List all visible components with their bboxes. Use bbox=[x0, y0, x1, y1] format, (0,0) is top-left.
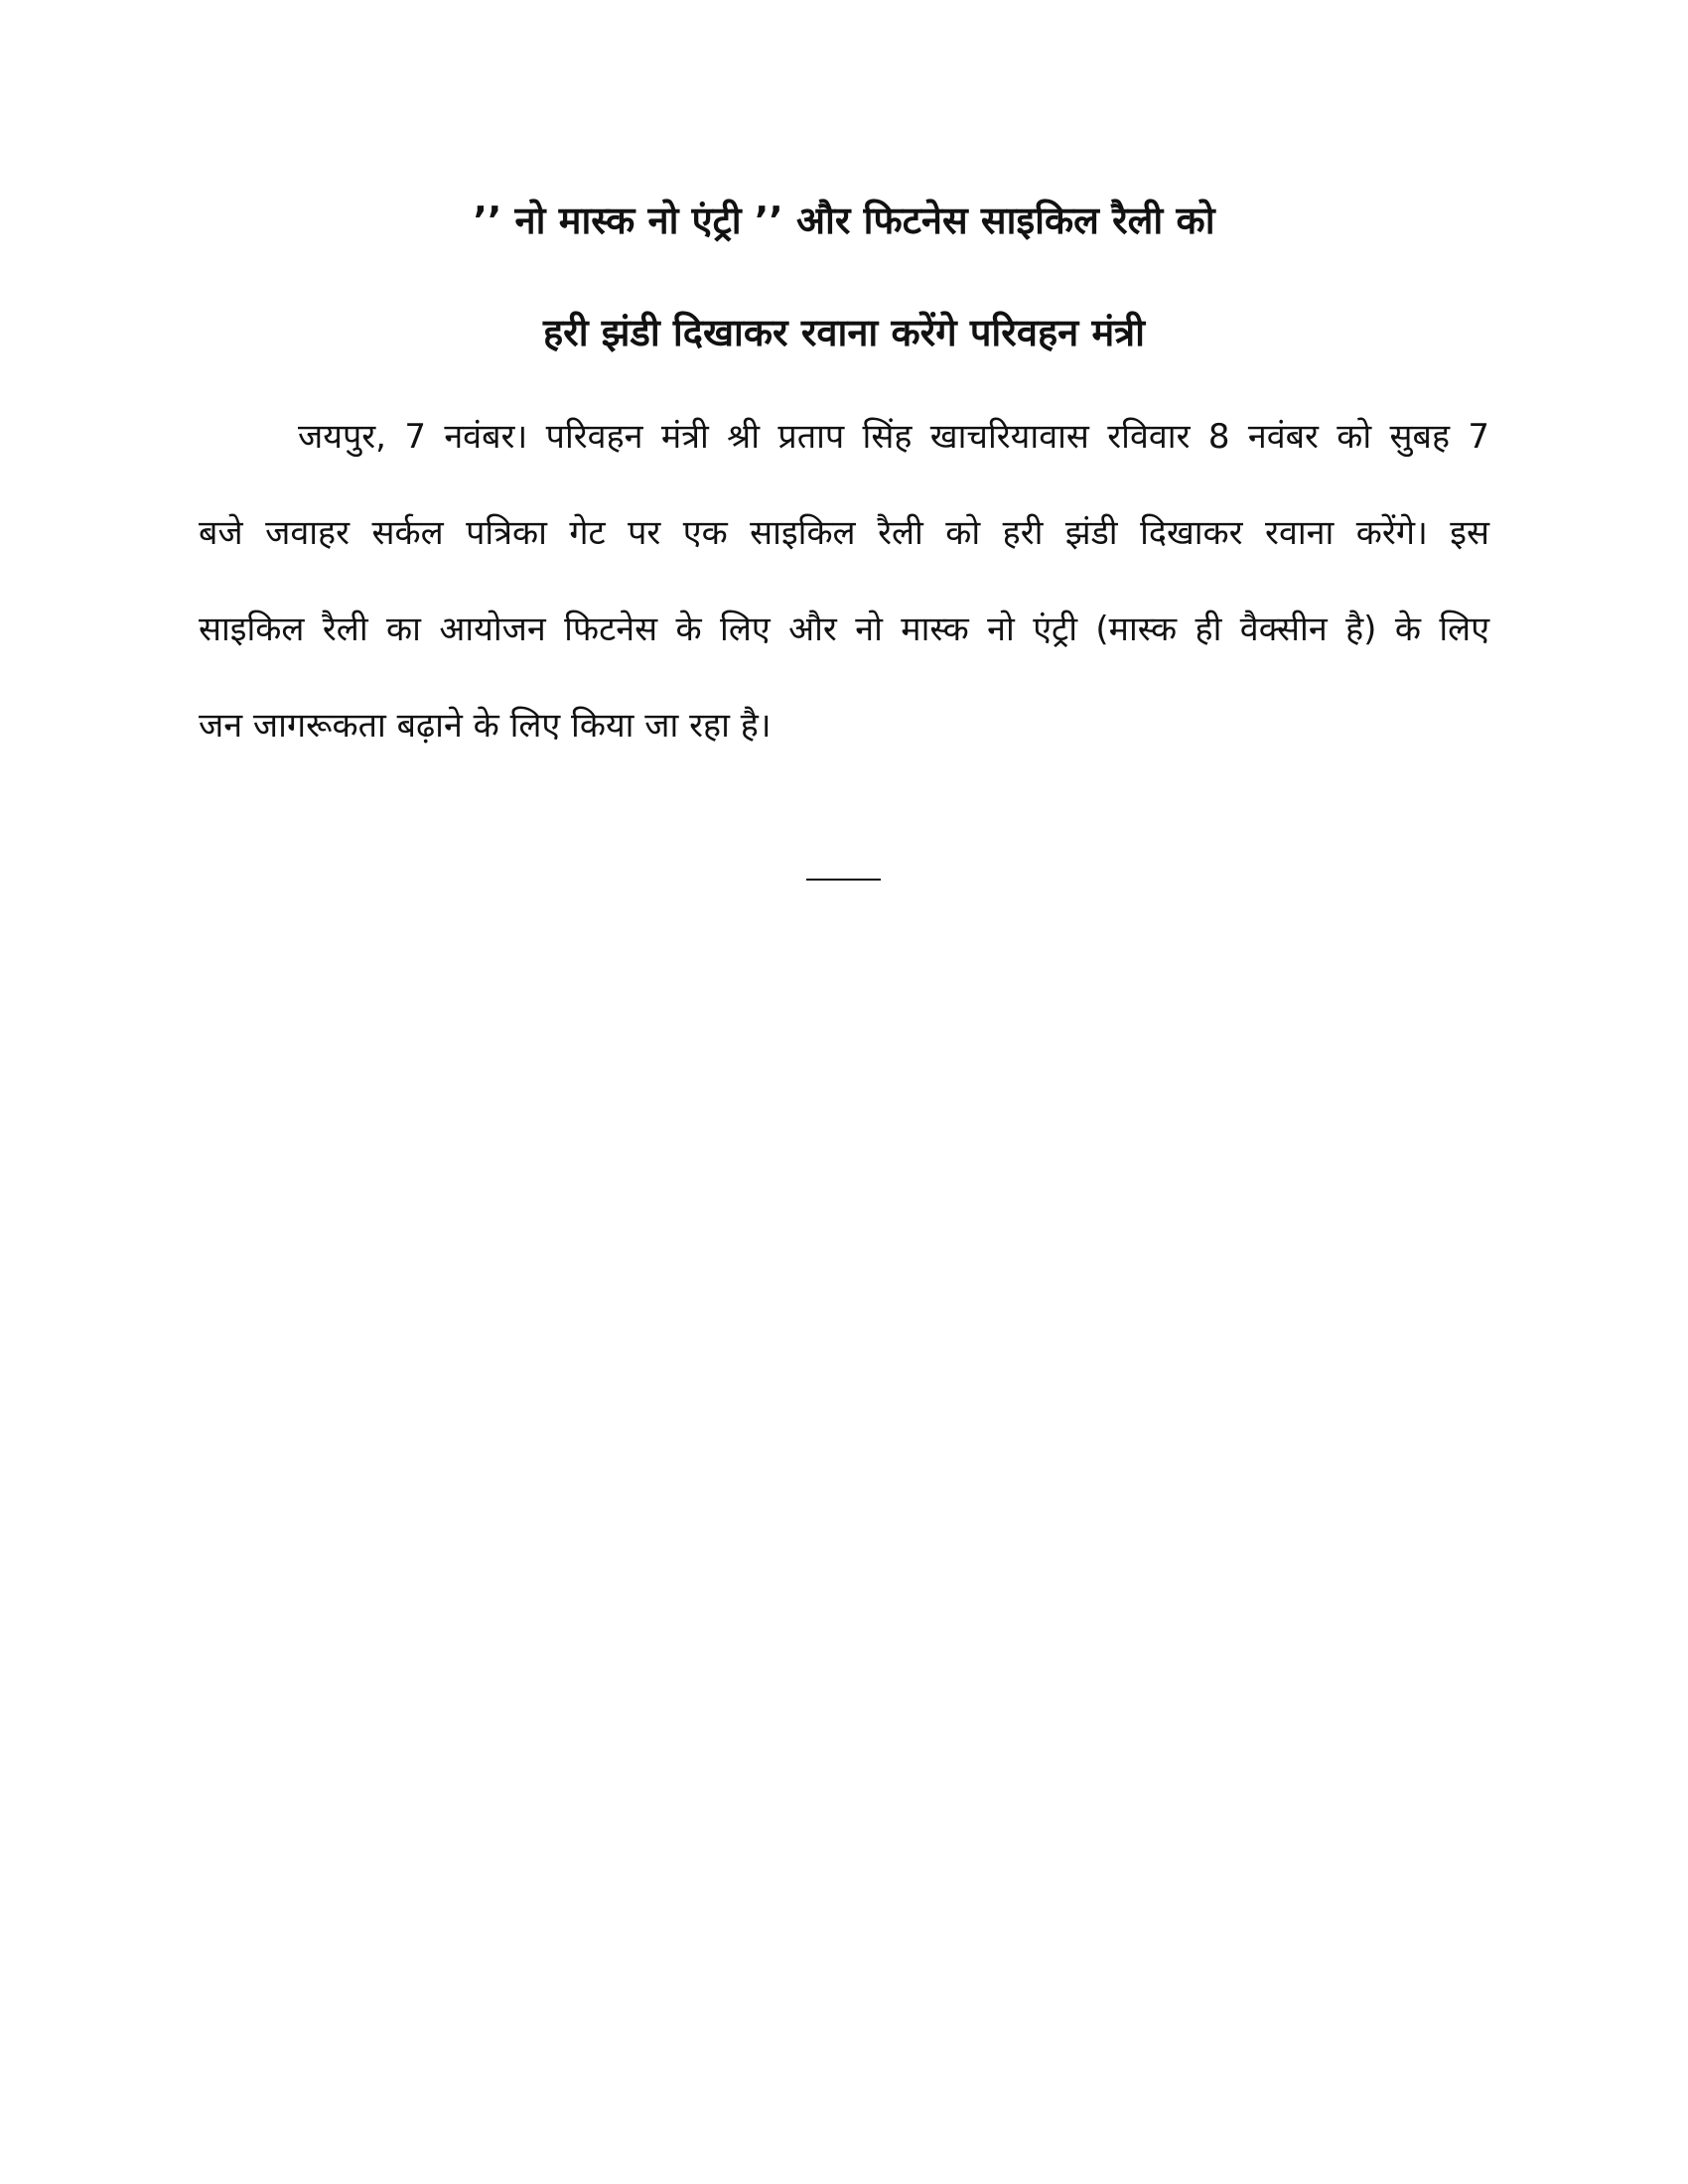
body-paragraph bbox=[199, 407, 1489, 792]
body-line-3: साइकिल रैली का आयोजन फिटनेस के लिए और नो मास्क नो एंट्री (मास्क ही वैक्सीन है) के लिए bbox=[199, 610, 1489, 649]
end-of-article-rule bbox=[806, 879, 881, 881]
body-line-2: बजे जवाहर सर्कल पत्रिका गेट पर एक साइकिल रैली को हरी झंडी दिखाकर रवाना करेंगे। इस bbox=[199, 513, 1489, 553]
body-line-1: जयपुर, 7 नवंबर। परिवहन मंत्री श्री प्रताप सिंह खाचरियावास रविवार 8 नवंबर को सुबह 7 bbox=[298, 417, 1489, 457]
headline-line-2: हरी झंडी दिखाकर रवाना करेंगे परिवहन मंत्री bbox=[543, 311, 1145, 354]
body-line-4: जन जागरूकता बढ़ाने के लिए किया जा रहा है। bbox=[199, 706, 772, 746]
headline-line-1: ’’ नो मास्क नो एंट्री ’’ और फिटनेस साइकिल रैली को bbox=[473, 199, 1215, 242]
